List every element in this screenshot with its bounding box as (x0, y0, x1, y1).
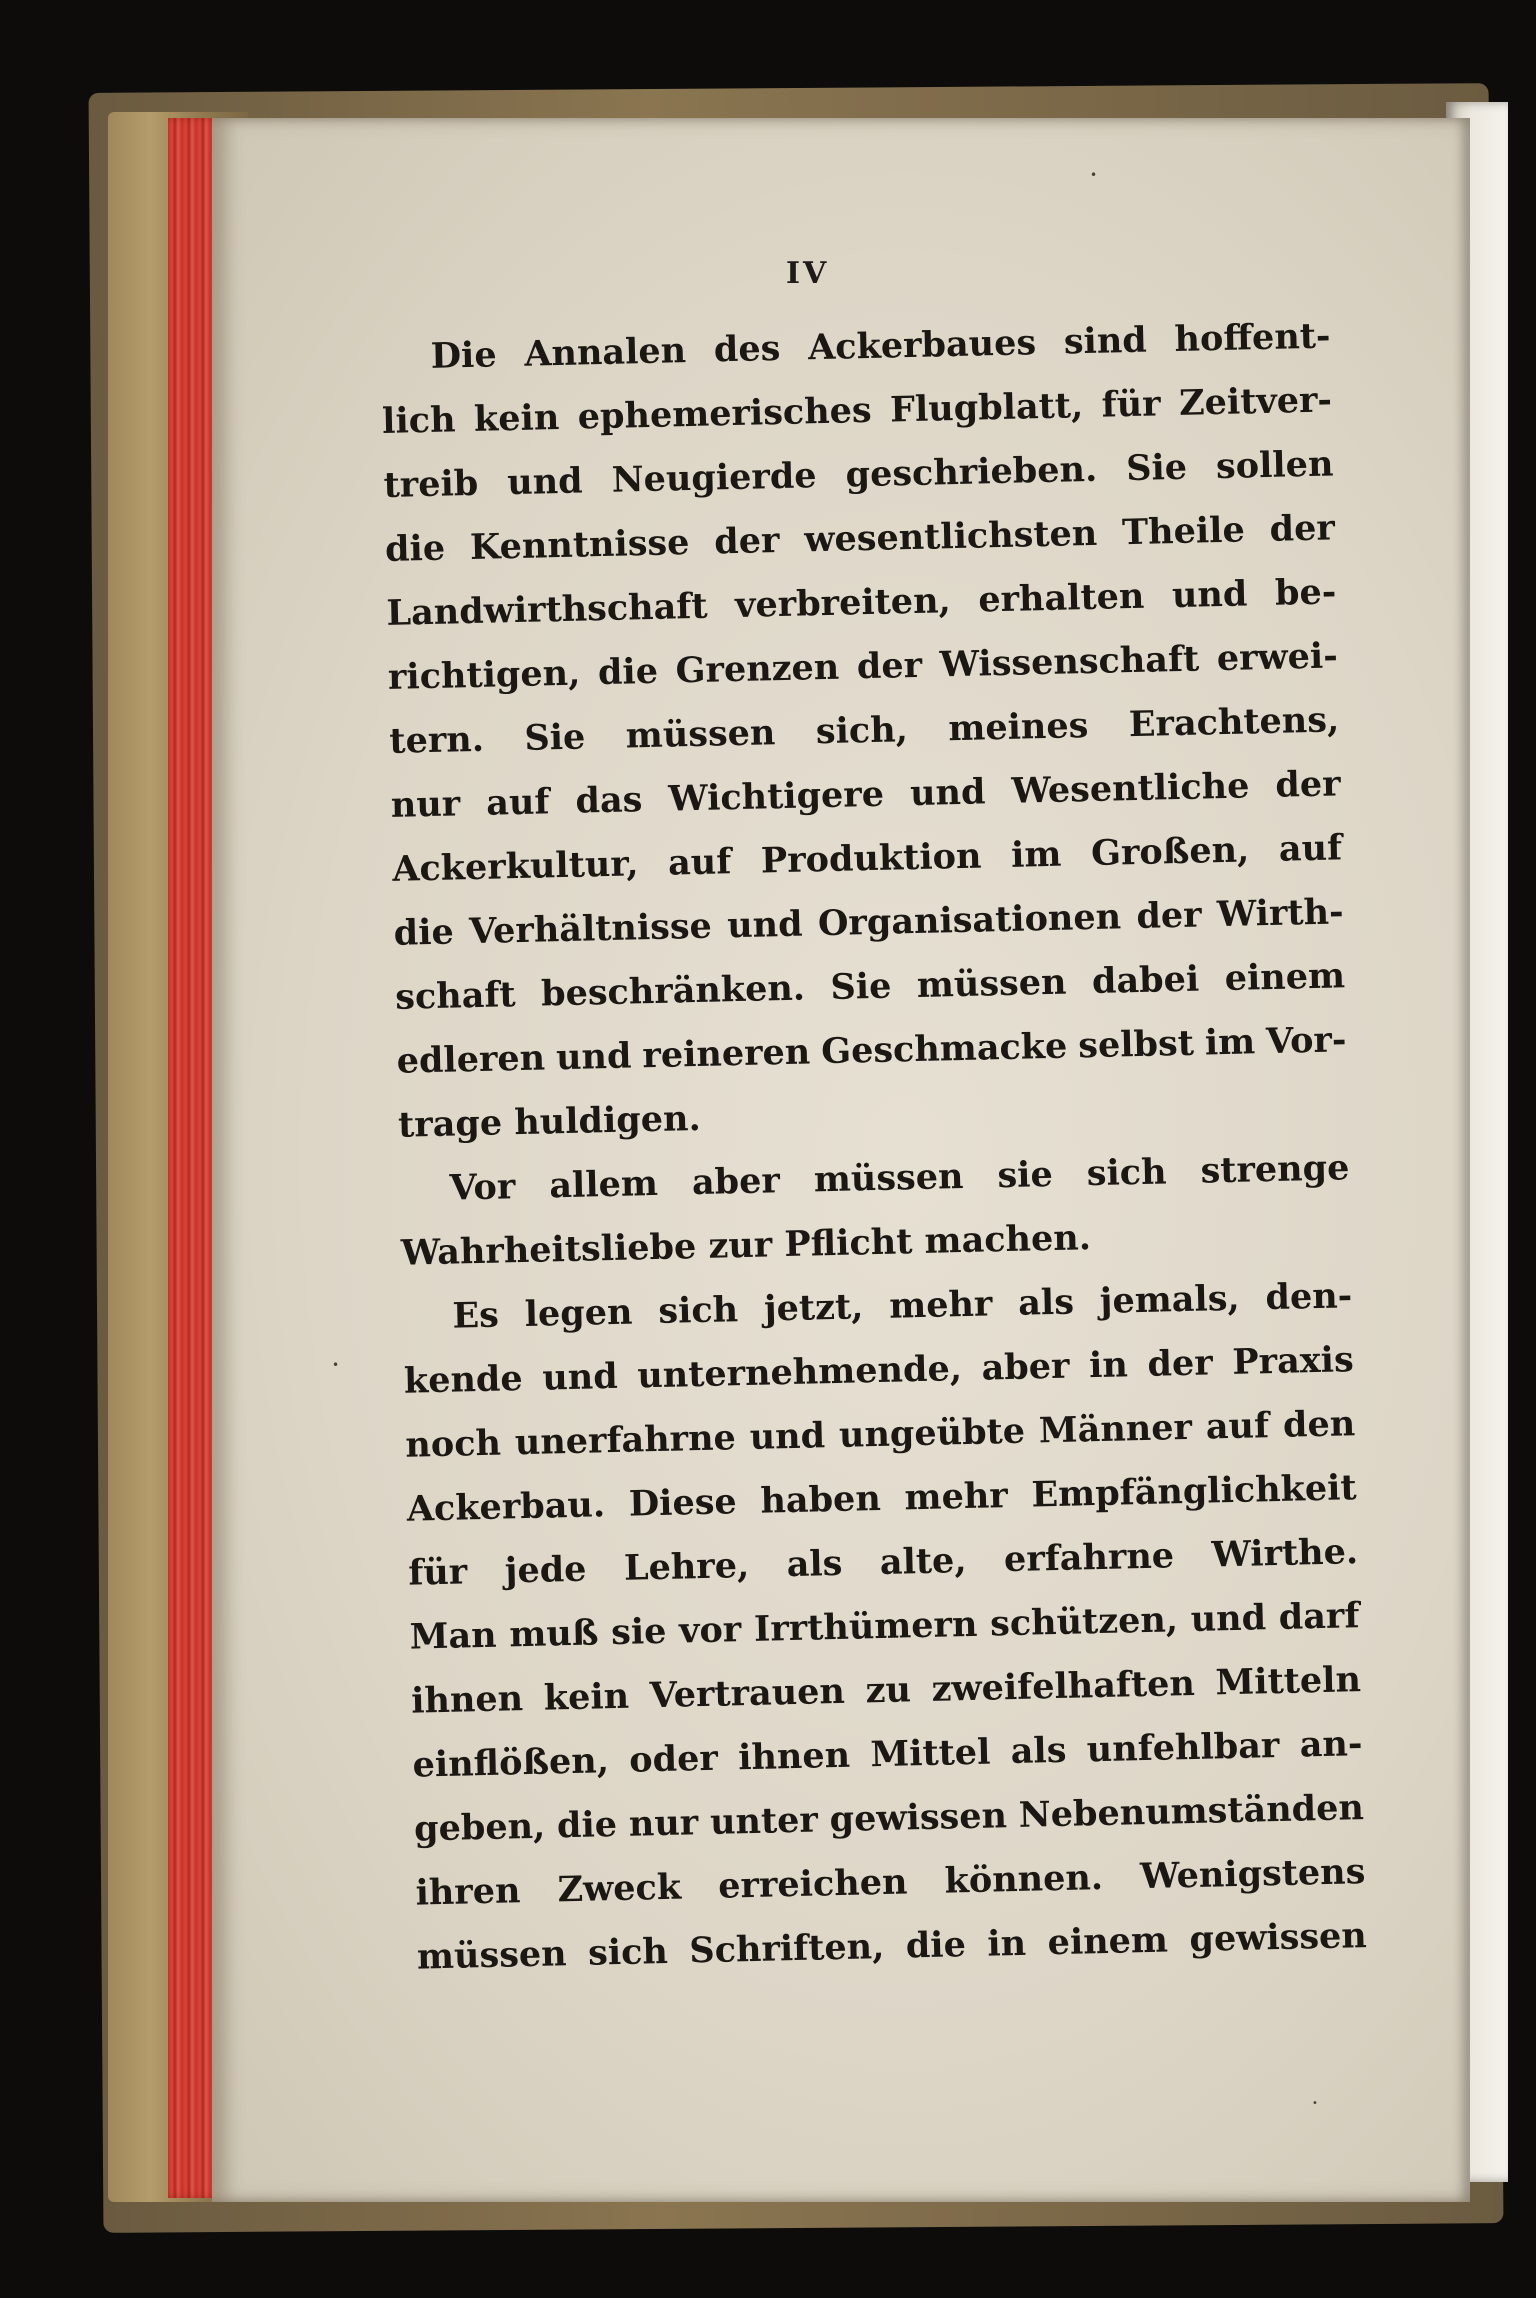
word: be- (1274, 571, 1337, 614)
word: Flugblatt, (889, 385, 1084, 431)
word: können. (944, 1857, 1104, 1902)
word: Wichtigere (667, 773, 885, 820)
word: das (575, 779, 643, 822)
word: darf (1278, 1595, 1360, 1638)
word: Wirth- (1216, 891, 1345, 936)
word: Sie (1125, 446, 1188, 490)
word: im (1010, 833, 1062, 876)
word: Annalen (523, 330, 687, 375)
word: allem (548, 1162, 659, 1207)
word: edleren (396, 1037, 546, 1082)
word: in (986, 1922, 1027, 1965)
word: ihnen (737, 1734, 851, 1779)
word: noch (404, 1422, 502, 1466)
word: aber (981, 1345, 1070, 1389)
word: ihren (415, 1870, 521, 1914)
word: die (905, 1924, 967, 1967)
word: zu (865, 1669, 912, 1712)
word: Vertrauen (649, 1670, 846, 1717)
word: einem (1047, 1919, 1169, 1964)
word: geschrieben. (845, 448, 1098, 496)
word: in (1088, 1344, 1129, 1387)
word: gewissen (1189, 1915, 1368, 1961)
word: der (1274, 763, 1342, 806)
word: schaft (394, 974, 517, 1018)
word: richtigen, (387, 652, 581, 698)
word: als (1010, 1729, 1067, 1773)
word: Produktion (760, 835, 982, 882)
word: müssen (813, 1155, 964, 1201)
word: müssen (625, 712, 776, 757)
word: auf (1205, 1405, 1270, 1448)
body-text (380, 304, 1368, 1989)
word: erreichen (717, 1861, 908, 1907)
word: und (1171, 573, 1248, 617)
word: sich (1086, 1151, 1167, 1195)
word: erwei- (1216, 635, 1339, 680)
word: auf (667, 841, 732, 884)
word: sollen (1215, 443, 1334, 488)
word: geben, (413, 1805, 546, 1850)
word: und (749, 1415, 826, 1458)
word: treib (383, 462, 479, 506)
word: muß (508, 1612, 599, 1656)
word: Wahrheitsliebe (400, 1225, 709, 1274)
word: einem (1224, 955, 1346, 999)
word: Sie (830, 965, 892, 1008)
page-number: IV (786, 256, 830, 291)
word: Erachtens, (1128, 699, 1340, 746)
ink-dot: • (332, 1358, 340, 1372)
word: meines (947, 705, 1089, 750)
word: ihnen (410, 1678, 524, 1722)
word: auf (485, 781, 550, 824)
word: Geschmacke (820, 1025, 1068, 1073)
word: Wissenschaft (939, 638, 1200, 686)
word: jetzt, (763, 1286, 864, 1330)
word: beschränken. (540, 967, 806, 1015)
word: sich (587, 1930, 669, 1974)
word: erfahrne (1003, 1535, 1175, 1581)
word: sie (610, 1610, 667, 1654)
word: der (856, 644, 923, 688)
word: aber (691, 1160, 781, 1204)
ink-dot: • (1090, 168, 1098, 182)
word: Mittel (869, 1731, 991, 1776)
book-page (212, 118, 1470, 2202)
word: jede (504, 1548, 587, 1592)
word: Praxis (1231, 1339, 1355, 1383)
word: Ackerbau. (406, 1484, 606, 1530)
word: legen (524, 1291, 633, 1335)
word: haben (759, 1477, 882, 1522)
word: oder (628, 1737, 719, 1781)
word: die (384, 527, 446, 570)
word: sich (657, 1289, 739, 1332)
word: Sie (523, 716, 586, 759)
word: Organisationen (817, 896, 1122, 945)
word: selbst (1077, 1022, 1195, 1067)
word: und (726, 903, 804, 947)
word: Vor- (1265, 1019, 1347, 1063)
word: und (555, 1035, 632, 1079)
word: machen. (924, 1217, 1092, 1262)
word: ungeübte (838, 1410, 1026, 1456)
word: als (786, 1542, 843, 1586)
word: huldigen. (513, 1097, 702, 1144)
word: für (1101, 383, 1162, 426)
word: Die (430, 334, 498, 377)
word: im (1204, 1021, 1256, 1064)
word: kein (473, 396, 560, 440)
word: als (1017, 1281, 1075, 1324)
word: Man (409, 1614, 498, 1658)
word: der (1269, 507, 1336, 550)
word: Wirthe. (1211, 1531, 1359, 1576)
word: die (597, 650, 659, 694)
word: der (713, 519, 780, 563)
word: Wenigstens (1139, 1851, 1366, 1898)
word: sich, (815, 709, 909, 753)
word: unerfahrne (514, 1417, 737, 1464)
word: reineren (641, 1031, 811, 1077)
word: sie (997, 1153, 1054, 1197)
word: alte, (879, 1540, 967, 1583)
word: gewissen (829, 1795, 1008, 1841)
word: und (909, 771, 986, 815)
word: die (393, 911, 455, 954)
word: an- (1299, 1723, 1363, 1766)
ink-dot: • (1312, 2098, 1318, 2109)
word: Empfänglichkeit (1031, 1467, 1358, 1516)
word: hoffent- (1174, 315, 1331, 360)
word: für (407, 1551, 468, 1594)
word: unternehmende, (636, 1348, 963, 1397)
word: Irrthümern (753, 1603, 978, 1650)
word: Männer (1038, 1406, 1193, 1452)
word: Landwirthschaft (386, 585, 708, 634)
word: und (1190, 1597, 1267, 1640)
word: dabei (1091, 958, 1200, 1003)
word: mehr (888, 1283, 993, 1327)
word: strenge (1200, 1147, 1350, 1192)
word: verbreiten, (734, 580, 952, 627)
word: Wesentliche (1011, 765, 1250, 812)
word: müssen (416, 1933, 568, 1978)
word: und (541, 1355, 619, 1399)
word: die (556, 1804, 618, 1847)
word: Schriften, (688, 1925, 885, 1972)
word: Kenntnisse (469, 522, 690, 569)
word: mehr (904, 1475, 1009, 1519)
word: Es (452, 1294, 500, 1337)
word: Ackerkultur, (391, 843, 639, 890)
word: unfehlbar (1086, 1724, 1280, 1771)
word: Mitteln (1215, 1659, 1362, 1704)
word: Diese (628, 1481, 738, 1525)
word: Großen, (1090, 829, 1250, 874)
word: Theile (1121, 509, 1246, 554)
word: des (713, 327, 781, 371)
word: Lehre, (623, 1544, 750, 1589)
word: und (506, 460, 584, 504)
word: zweifelhaften (931, 1662, 1196, 1710)
word: einflößen, (412, 1740, 610, 1786)
word: der (1135, 894, 1203, 937)
word: schützen, (989, 1599, 1179, 1645)
word: Pflicht (783, 1220, 925, 1266)
word: tern. (388, 718, 485, 762)
word: nur (390, 783, 461, 826)
word: ephemerisches (577, 389, 873, 438)
word: Vor (449, 1166, 516, 1209)
word: kein (543, 1675, 630, 1719)
word: jemals, (1099, 1277, 1241, 1322)
word: Verhältnisse (468, 905, 713, 953)
word: erhalten (977, 575, 1145, 621)
word: den (1282, 1403, 1356, 1446)
word: sind (1063, 319, 1148, 363)
word: unter (709, 1799, 819, 1843)
word: Zweck (557, 1866, 682, 1911)
word: kende (403, 1358, 524, 1402)
word: auf (1278, 827, 1343, 870)
word: Neugierde (611, 455, 818, 501)
word: vor (678, 1609, 742, 1652)
word: Zeitver- (1178, 379, 1333, 424)
word: Grenzen (675, 646, 840, 692)
word: den- (1265, 1275, 1353, 1319)
word: nur (628, 1802, 699, 1845)
word: der (1147, 1342, 1214, 1385)
word: Ackerbaues (807, 322, 1037, 369)
word: müssen (916, 961, 1067, 1006)
word: lich (381, 399, 456, 442)
word: zur (707, 1224, 785, 1267)
word: wesentlichsten (803, 512, 1098, 561)
word: Nebenumständen (1018, 1787, 1365, 1836)
word: trage (397, 1102, 515, 1146)
